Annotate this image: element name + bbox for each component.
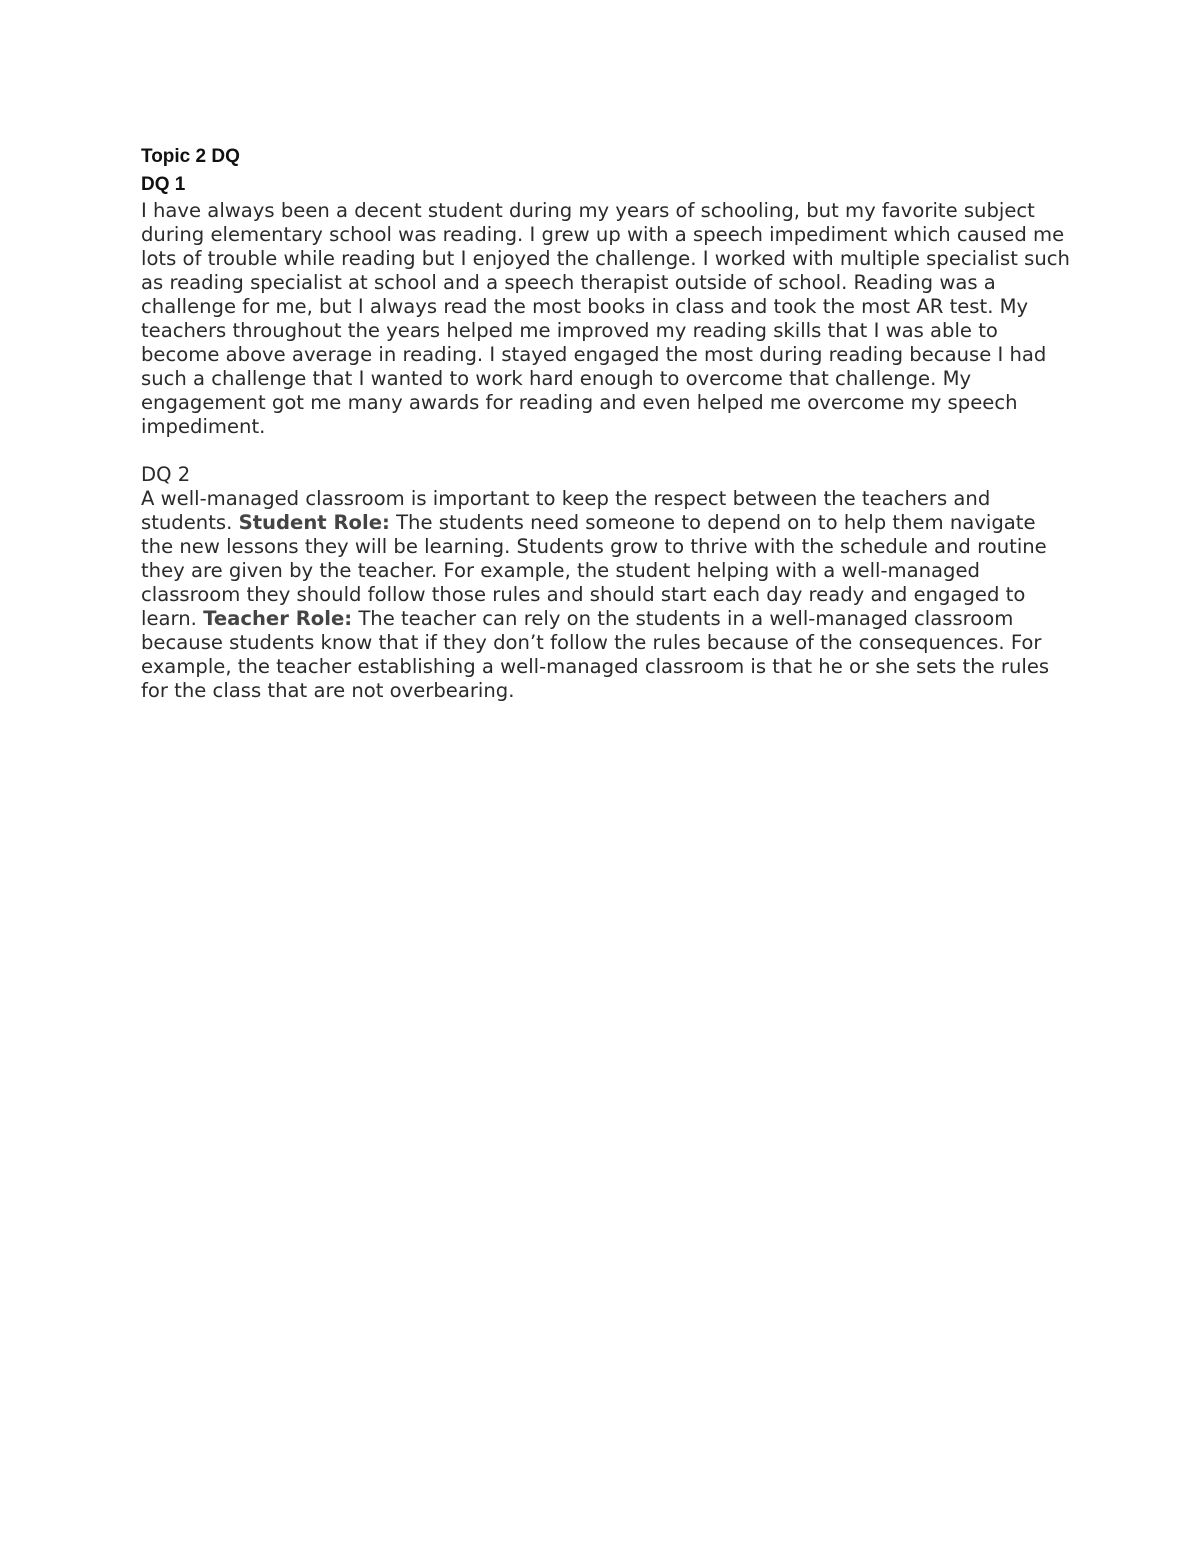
student-role-text: The students need someone to depend on to help them navigate the new lessons they will be learning. Students grow to thrive with the schedule and routine they are given by the teacher. For example, the student helping with a well-managed classroom they should follow those rules and should start each day ready and engaged to learn. (141, 511, 1047, 630)
dq2-body (141, 487, 1071, 703)
document-title: Topic 2 DQ (141, 146, 240, 167)
document-page (141, 143, 1071, 703)
dq2-intro: A well-managed classroom is important to keep the respect between the teachers and students. (141, 487, 991, 534)
dq1-heading: DQ 1 (141, 174, 186, 195)
teacher-role-text: The teacher can rely on the students in a well-managed classroom because students know that if they don’t follow the rules because of the consequences. For example, the teacher establishing a well-managed classroom is that he or she sets the rules for the class that are not overbearing. (141, 607, 1050, 702)
dq2-heading: DQ 2 (141, 463, 191, 486)
teacher-role-label: Teacher Role: (203, 607, 353, 630)
student-role-label: Student Role: (238, 511, 390, 534)
dq1-body: I have always been a decent student during my years of schooling, but my favorite subject during elementary school was reading. I grew up with a speech impediment which caused me lots of trouble while reading but I enjoyed the challenge. I worked with multiple specialist such as reading specialist at school and a speech therapist outside of school. Reading was a challenge for me, but I always read the most books in class and took the most AR test. My teachers throughout the years helped me improved my reading skills that I was able to become above average in reading. I stayed engaged the most during reading because I had such a challenge that I wanted to work hard enough to overcome that challenge. My engagement got me many awards for reading and even helped me overcome my speech impediment. (141, 199, 1070, 438)
